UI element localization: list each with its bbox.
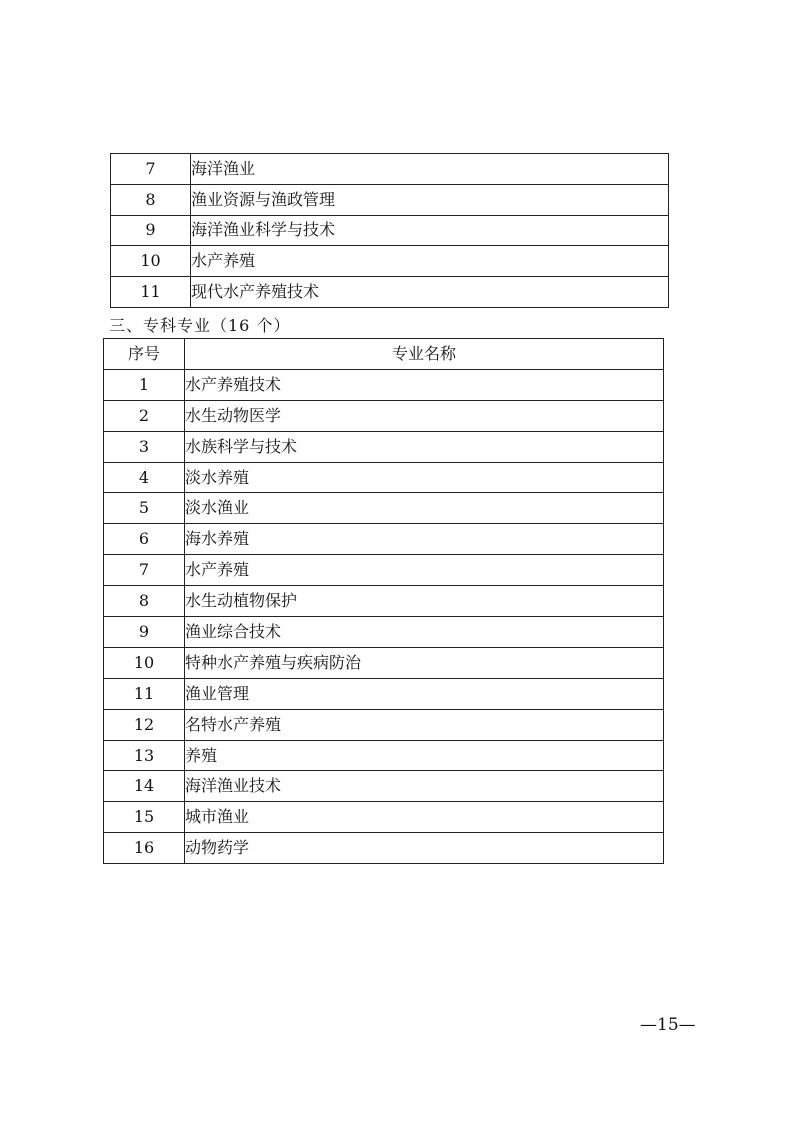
row-number: 10 [111,246,191,277]
row-number: 10 [104,647,185,678]
column-header-name: 专业名称 [185,339,664,370]
major-name: 动物药学 [185,833,664,864]
table-row [104,586,664,617]
row-number: 3 [104,431,185,462]
row-number: 14 [104,771,185,802]
row-number: 7 [104,555,185,586]
row-number: 11 [104,678,185,709]
table-row [111,246,669,277]
major-name: 水生动植物保护 [185,586,664,617]
major-name: 淡水渔业 [185,493,664,524]
major-name: 水产养殖 [185,555,664,586]
table-row [111,277,669,308]
row-number: 1 [104,369,185,400]
table-row [104,462,664,493]
major-name: 海水养殖 [185,524,664,555]
table-row [104,771,664,802]
table-row [104,431,664,462]
table-row [111,154,669,185]
table-header-row [104,339,664,370]
row-number: 13 [104,740,185,771]
vocational-major-table [103,338,664,864]
column-header-number: 序号 [104,339,185,370]
row-number: 8 [111,184,191,215]
major-name: 渔业管理 [185,678,664,709]
major-name: 水族科学与技术 [185,431,664,462]
table-row [104,802,664,833]
table-row [104,400,664,431]
table-row [111,215,669,246]
row-number: 15 [104,802,185,833]
major-name: 现代水产养殖技术 [191,277,669,308]
row-number: 9 [104,617,185,648]
row-number: 7 [111,154,191,185]
table-row [104,369,664,400]
major-table-continued [110,153,669,308]
major-name: 名特水产养殖 [185,709,664,740]
row-number: 8 [104,586,185,617]
table-row [104,524,664,555]
row-number: 9 [111,215,191,246]
table-row [104,740,664,771]
row-number: 4 [104,462,185,493]
major-name: 特种水产养殖与疾病防治 [185,647,664,678]
row-number: 16 [104,833,185,864]
major-name: 水产养殖 [191,246,669,277]
row-number: 12 [104,709,185,740]
major-name: 渔业综合技术 [185,617,664,648]
major-name: 海洋渔业 [191,154,669,185]
row-number: 6 [104,524,185,555]
row-number: 5 [104,493,185,524]
table-row [104,647,664,678]
page-number: —15— [640,1015,696,1035]
table-row [104,709,664,740]
table-row [104,617,664,648]
table-row [111,184,669,215]
major-name: 水产养殖技术 [185,369,664,400]
table-row [104,555,664,586]
major-name: 养殖 [185,740,664,771]
table-row [104,833,664,864]
section-heading: 三、专科专业（16 个） [109,316,291,335]
major-name: 海洋渔业科学与技术 [191,215,669,246]
table-row [104,678,664,709]
major-name: 城市渔业 [185,802,664,833]
row-number: 11 [111,277,191,308]
major-name: 淡水养殖 [185,462,664,493]
major-name: 海洋渔业技术 [185,771,664,802]
major-name: 渔业资源与渔政管理 [191,184,669,215]
row-number: 2 [104,400,185,431]
table-row [104,493,664,524]
major-name: 水生动物医学 [185,400,664,431]
